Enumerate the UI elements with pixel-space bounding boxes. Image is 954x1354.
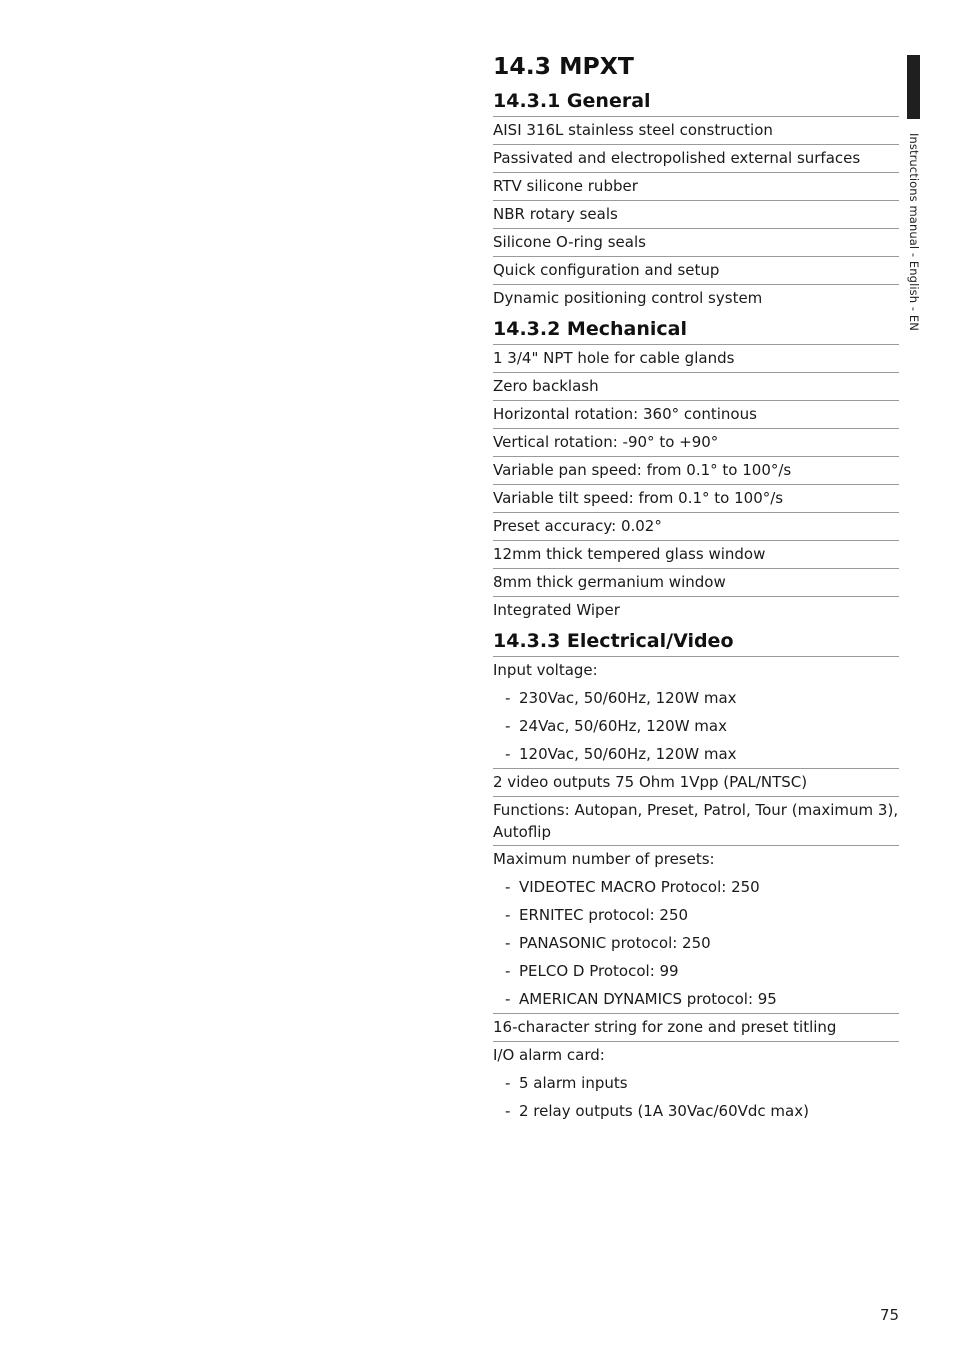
input-voltage-group [493, 657, 899, 769]
general-item: Passivated and electropolished external surfaces [493, 145, 899, 173]
mechanical-item: Integrated Wiper [493, 601, 620, 619]
preset-protocol-value: VIDEOTEC MACRO Protocol: 250 [519, 878, 760, 896]
mechanical-item: Horizontal rotation: 360° continous [493, 401, 899, 429]
input-voltage-value: 120Vac, 50/60Hz, 120W max [519, 745, 737, 763]
general-item: Silicone O-ring seals [493, 229, 899, 257]
input-voltage-value: 230Vac, 50/60Hz, 120W max [519, 689, 737, 707]
dash: - [505, 934, 511, 952]
preset-protocol-item [493, 985, 899, 1013]
dash: - [505, 1102, 511, 1120]
section-title: 14.3 MPXT [493, 52, 634, 80]
alarm-value: 5 alarm inputs [519, 1074, 628, 1092]
alarm-value: 2 relay outputs (1A 30Vac/60Vdc max) [519, 1102, 809, 1120]
side-tab-marker [907, 55, 920, 119]
preset-protocol-value: AMERICAN DYNAMICS protocol: 95 [519, 990, 777, 1008]
side-label: Instructions manual - English - EN [907, 133, 921, 331]
titling: 16-character string for zone and preset titling [493, 1014, 899, 1042]
input-voltage-item [493, 684, 899, 712]
dash: - [505, 689, 511, 707]
electrical-list [493, 657, 899, 1125]
input-voltage-value: 24Vac, 50/60Hz, 120W max [519, 717, 727, 735]
general-item: NBR rotary seals [493, 201, 899, 229]
preset-protocol-item [493, 929, 899, 957]
preset-protocol-item [493, 957, 899, 985]
presets-label: Maximum number of presets: [493, 850, 715, 868]
dash: - [505, 906, 511, 924]
mechanical-item: Variable pan speed: from 0.1° to 100°/s [493, 457, 899, 485]
mechanical-item: 1 3/4" NPT hole for cable glands [493, 345, 899, 373]
alarm-group [493, 1042, 899, 1125]
mechanical-list [493, 345, 899, 624]
preset-protocol-item [493, 873, 899, 901]
alarm-item [493, 1097, 899, 1125]
alarm-item [493, 1069, 899, 1097]
general-heading: 14.3.1 General [493, 86, 899, 117]
presets-group [493, 846, 899, 1014]
preset-protocol-value: PELCO D Protocol: 99 [519, 962, 679, 980]
dash: - [505, 878, 511, 896]
general-item: Quick configuration and setup [493, 257, 899, 285]
page-number: 75 [880, 1306, 900, 1324]
general-item: RTV silicone rubber [493, 173, 899, 201]
mechanical-item: Vertical rotation: -90° to +90° [493, 429, 899, 457]
mechanical-item: Preset accuracy: 0.02° [493, 513, 899, 541]
mechanical-item: 8mm thick germanium window [493, 569, 899, 597]
functions: Functions: Autopan, Preset, Patrol, Tour (maximum 3), Autoflip [493, 797, 899, 846]
video-outputs: 2 video outputs 75 Ohm 1Vpp (PAL/NTSC) [493, 769, 899, 797]
mechanical-item: Variable tilt speed: from 0.1° to 100°/s [493, 485, 899, 513]
preset-protocol-value: ERNITEC protocol: 250 [519, 906, 689, 924]
general-item: AISI 316L stainless steel construction [493, 117, 899, 145]
input-voltage-label: Input voltage: [493, 661, 598, 679]
general-list [493, 117, 899, 312]
dash: - [505, 1074, 511, 1092]
input-voltage-item [493, 712, 899, 740]
general-item: Dynamic positioning control system [493, 289, 763, 307]
mechanical-item: Zero backlash [493, 373, 899, 401]
dash: - [505, 717, 511, 735]
mechanical-heading: 14.3.2 Mechanical [493, 314, 899, 345]
dash: - [505, 990, 511, 1008]
preset-protocol-item [493, 901, 899, 929]
alarm-label: I/O alarm card: [493, 1046, 605, 1064]
electrical-heading: 14.3.3 Electrical/Video [493, 626, 899, 657]
mechanical-item: 12mm thick tempered glass window [493, 541, 899, 569]
dash: - [505, 745, 511, 763]
spec-content [493, 46, 899, 1125]
preset-protocol-value: PANASONIC protocol: 250 [519, 934, 711, 952]
input-voltage-item [493, 740, 899, 768]
dash: - [505, 962, 511, 980]
